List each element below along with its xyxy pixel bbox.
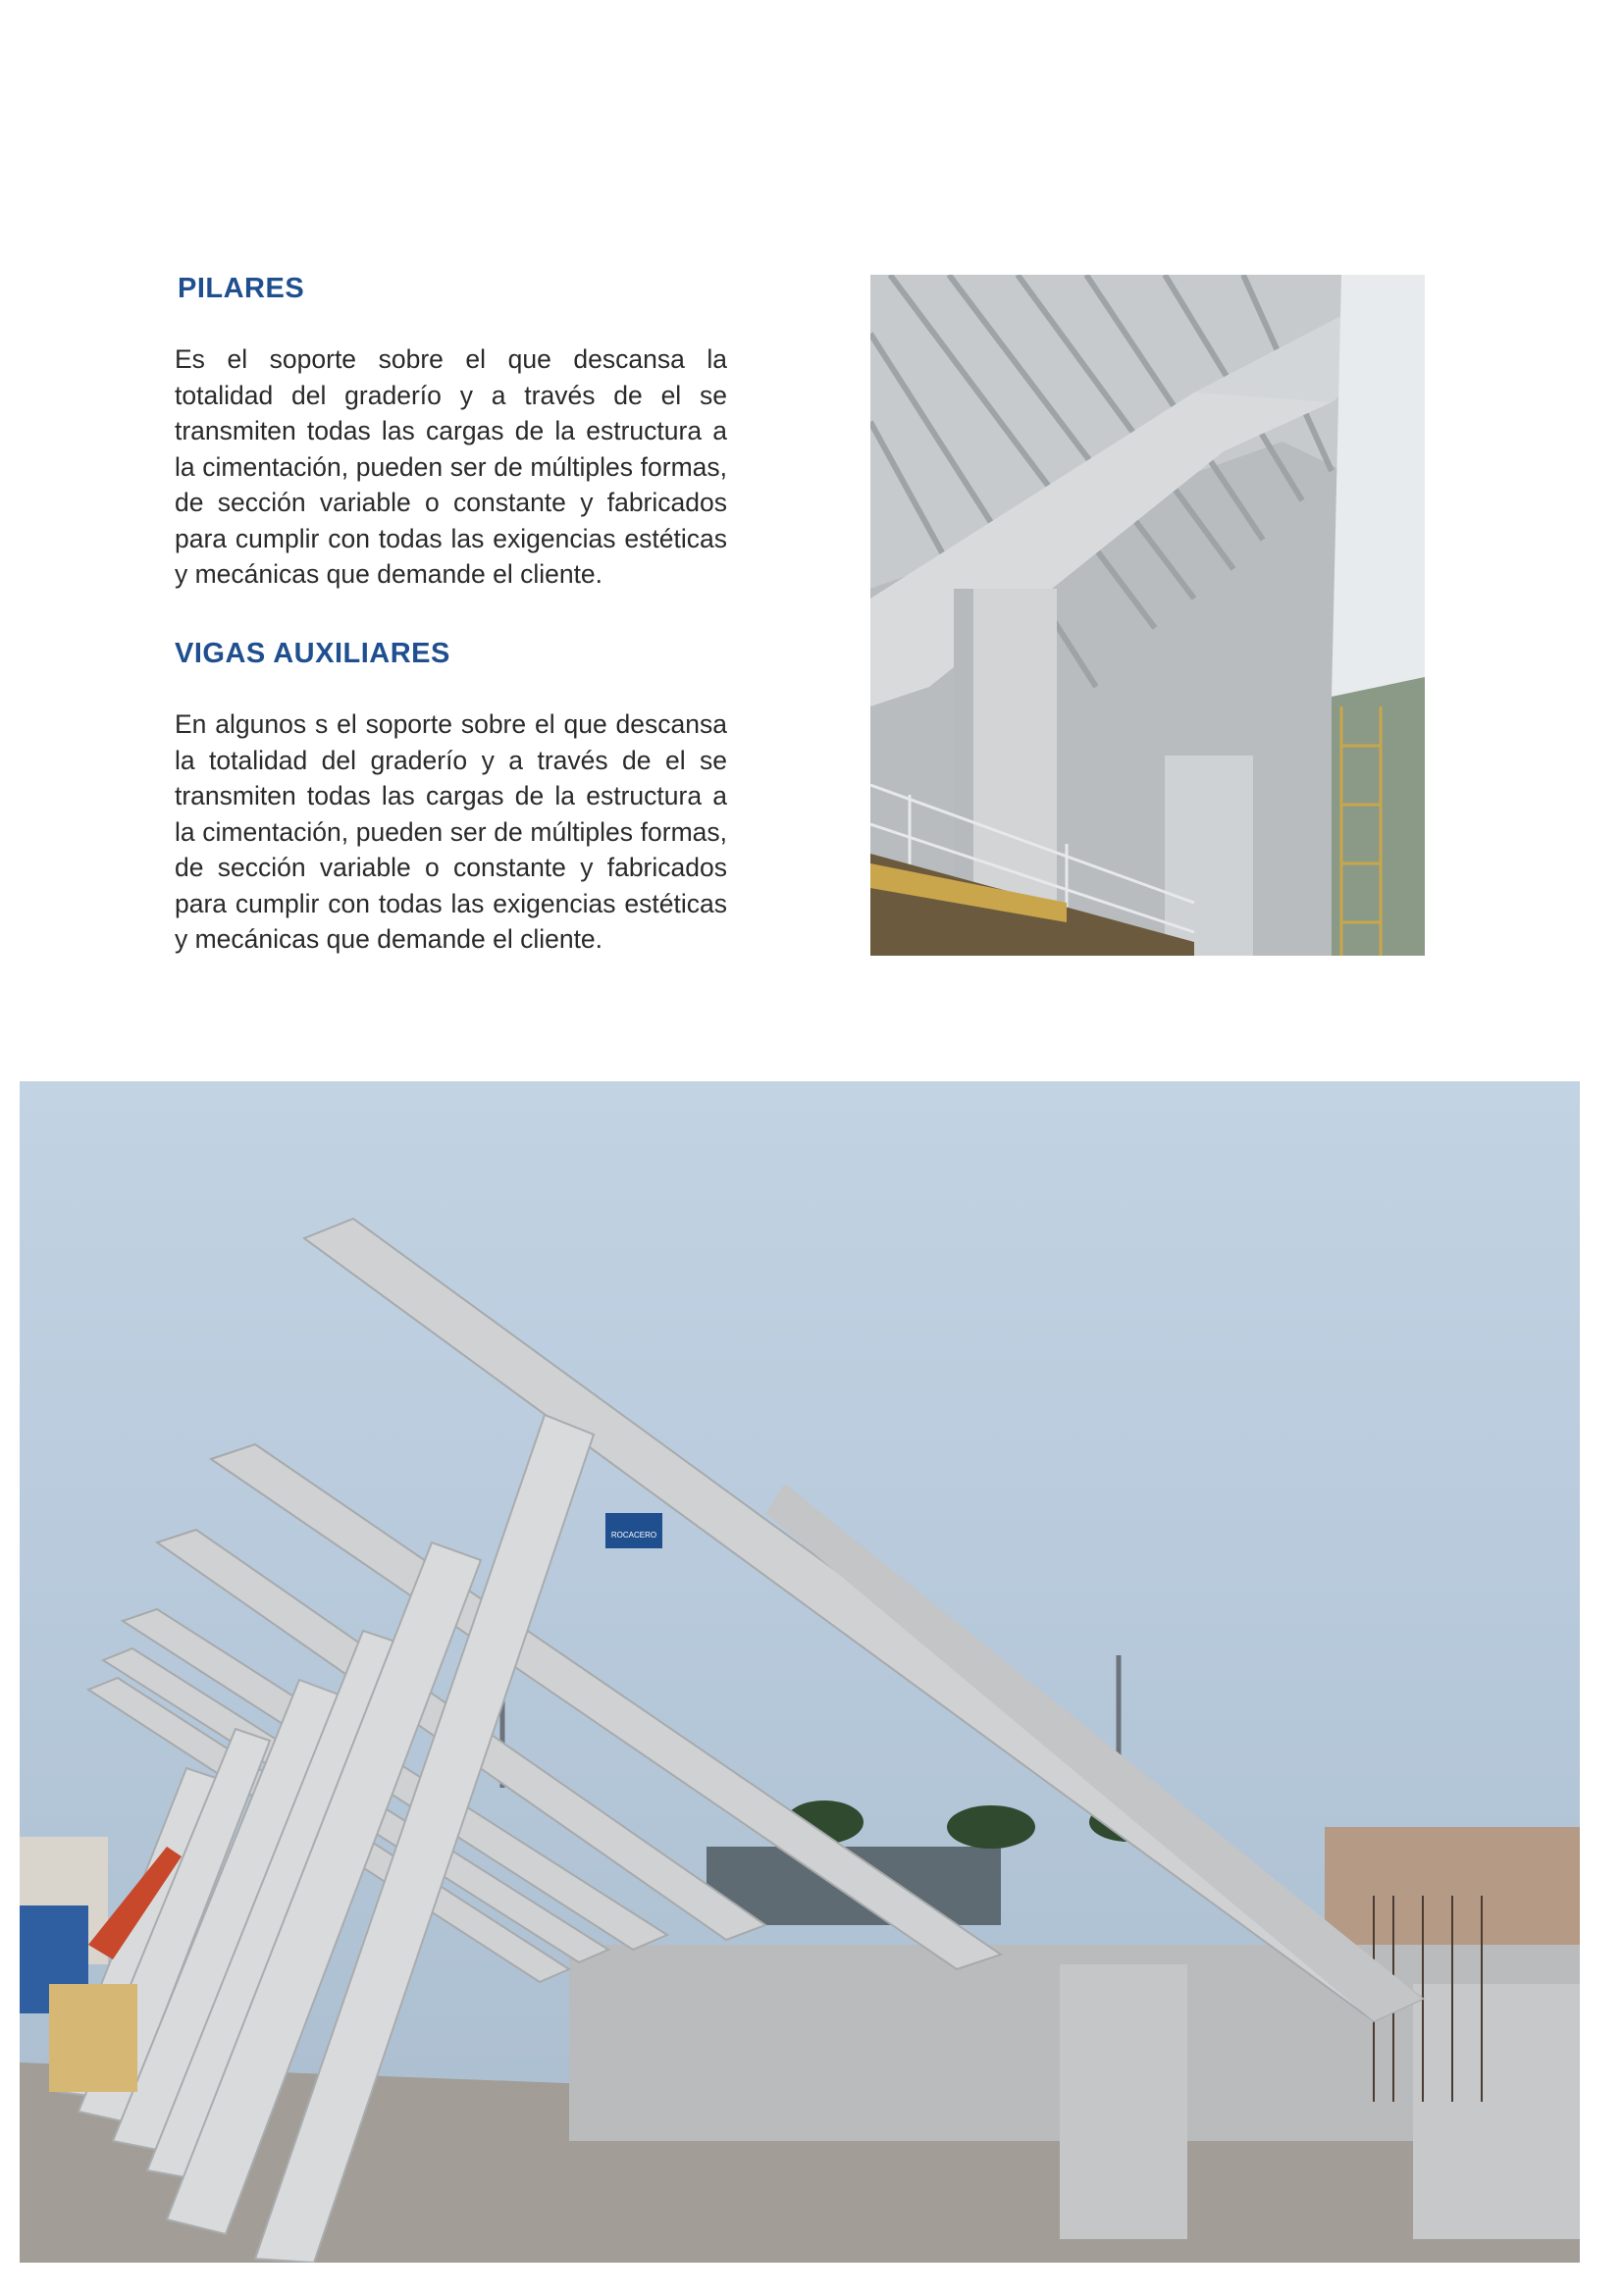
heading-vigas-auxiliares: VIGAS AUXILIARES — [175, 638, 450, 669]
photo-stand-underside — [870, 275, 1425, 956]
beam-logo-text: ROCACERO — [610, 1531, 657, 1539]
heading-pilares: PILARES — [178, 273, 305, 304]
photo-raker-beams-construction — [20, 1081, 1580, 2263]
paragraph-vigas-auxiliares: En algunos s el soporte sobre el que descansa la totalidad del graderío y a través de el se transmiten todas las cargas de la estructura a la cimentación, pueden ser de múltiples formas, de sección variable o constante y fabricados para cumplir con todas las exigencias estéticas y mecánicas que demande el cliente. — [175, 709, 727, 954]
paragraph-pilares: Es el soporte sobre el que descansa la totalidad del graderío y a través de el se transmiten todas las cargas de la estructura a la cimentación, pueden ser de múltiples formas, de sección variable o constante y fabricados para cumplir con todas las exigencias estéticas y mecánicas que demande el cliente. — [175, 344, 727, 589]
